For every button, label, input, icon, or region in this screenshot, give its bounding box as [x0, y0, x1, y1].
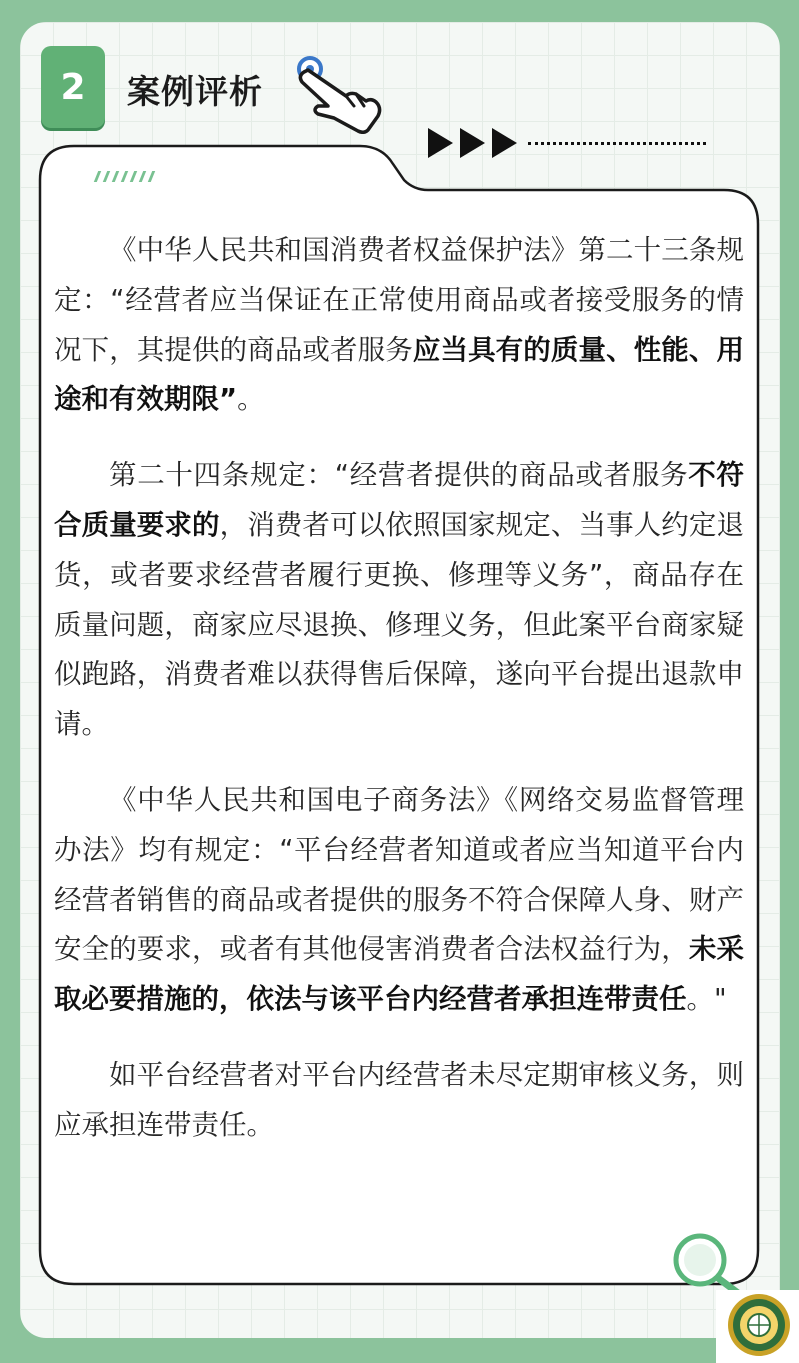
paragraph-text: 第二十四条规定：“经营者提供的商品或者服务 [109, 459, 689, 492]
paragraph-text: ，消费者可以依照国家规定、当事人约定退货，或者要求经营者履行更换、修理等义务”，商品存在质量问题，商家应尽退换、修理义务，但此案平台商家疑似跑路，消费者难以获得售后保障，遂向平台提出退款申请。 [54, 508, 744, 741]
paragraph-text: 《中华人民共和国消费者权益保护法》第二十三条规定：“经营者应当保证在正常使用商品或者接受服务的情况下，其提供的商品或者服务 [54, 234, 744, 366]
paragraph-text: 。 [237, 383, 265, 416]
paragraph-text: 《中华人民共和国电子商务法》《网络交易监督管理办法》均有规定：“平台经营者知道或者应当知道平台内经营者销售的商品或者提供的服务不符合保障人身、财产安全的要求，或者有其他侵害消费者合法权益行为， [54, 783, 744, 966]
paragraph-p4 [54, 1051, 744, 1151]
arrow-icon [428, 128, 453, 158]
section-number: 2 [60, 66, 86, 108]
bold-text: 应当具有的质量、性能、用途和有效期限” [54, 333, 745, 416]
arrow-icon [460, 128, 485, 158]
decorative-arrows [428, 126, 706, 160]
paragraph-p2 [54, 451, 744, 750]
section-title: 案例评析 [127, 72, 263, 111]
bold-text: 不符合质量要求的 [54, 459, 744, 541]
seal-logo [726, 1292, 792, 1358]
paragraph-text: 如平台经营者对平台内经营者未尽定期审核义务，则应承担连带责任。 [54, 1058, 744, 1141]
bold-text: 未采取必要措施的，依法与该平台内经营者承担连带责任 [54, 933, 745, 1016]
section-number-badge [41, 46, 105, 128]
paragraph-text: 。" [686, 983, 727, 1016]
decorative-ticks [96, 171, 159, 183]
hand-pointer-icon [294, 54, 386, 134]
arrow-icon [492, 128, 517, 158]
paragraph-p3 [54, 776, 744, 1025]
case-analysis-text [54, 226, 744, 1177]
paragraph-p1 [54, 226, 744, 425]
dotted-line [528, 142, 706, 145]
